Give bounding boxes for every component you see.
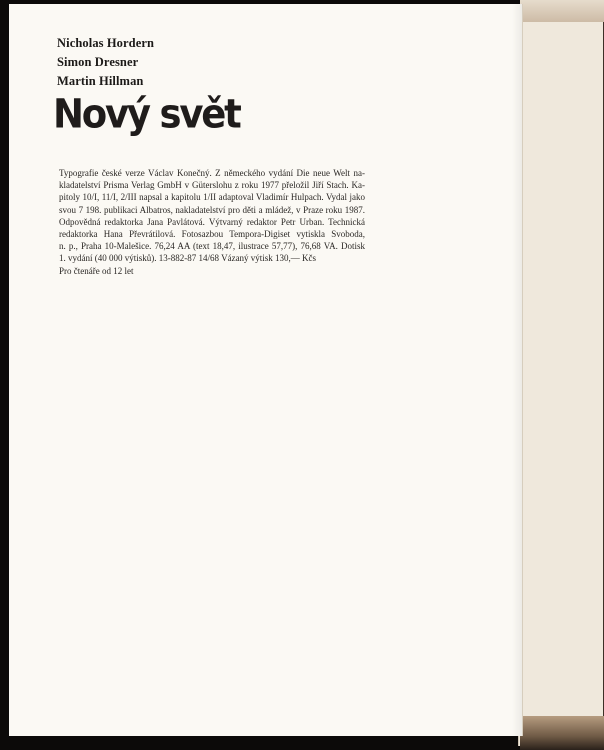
- book-top-edge: [520, 0, 604, 22]
- colophon-line: Typografie české verze Václav Konečný. Z německého vydání Die neue Welt na-: [59, 168, 365, 178]
- book-bottom-edge: [520, 716, 604, 750]
- colophon-line: svou 7 198. publikaci Albatros, nakladatelství pro děti a mládež, v Praze roku 1987.: [59, 204, 365, 215]
- colophon-line: n. p., Praha 10-Malešice. 76,24 AA (text 18,47, ilustrace 57,77), 76,68 VA. Dotisk: [59, 241, 365, 252]
- title-page: [9, 4, 522, 736]
- author-list: [57, 34, 154, 91]
- colophon-line: pitoly 10/I, 11/I, 2/III napsal a kapitolu 1/II adaptoval Vladimír Hulpach. Vydal jako: [59, 192, 365, 203]
- book-cover-strip: [518, 6, 603, 746]
- author-name: Martin Hillman: [57, 74, 144, 88]
- colophon-line: kladatelství Prisma Verlag GmbH v Güterslohu z roku 1977 přeložil Jiří Stach. Ka-: [59, 180, 365, 191]
- book-title: Nový svět: [53, 90, 240, 138]
- colophon-line: redaktorka Hana Převrátilová. Fotosazbou Tempora-Digiset vytiskla Svoboda,: [59, 229, 365, 240]
- colophon-line: 1. vydání (40 000 výtisků). 13-882-87 14/68 Vázaný výtisk 130,— Kčs: [59, 253, 317, 264]
- author-name: Simon Dresner: [57, 55, 139, 69]
- colophon-line: Odpovědná redaktorka Jana Pavlátová. Výtvarný redaktor Petr Urban. Technická: [59, 216, 365, 227]
- colophon-line: Pro čtenáře od 12 let: [59, 265, 134, 276]
- author-name: Nicholas Hordern: [57, 36, 155, 50]
- colophon: [59, 167, 365, 277]
